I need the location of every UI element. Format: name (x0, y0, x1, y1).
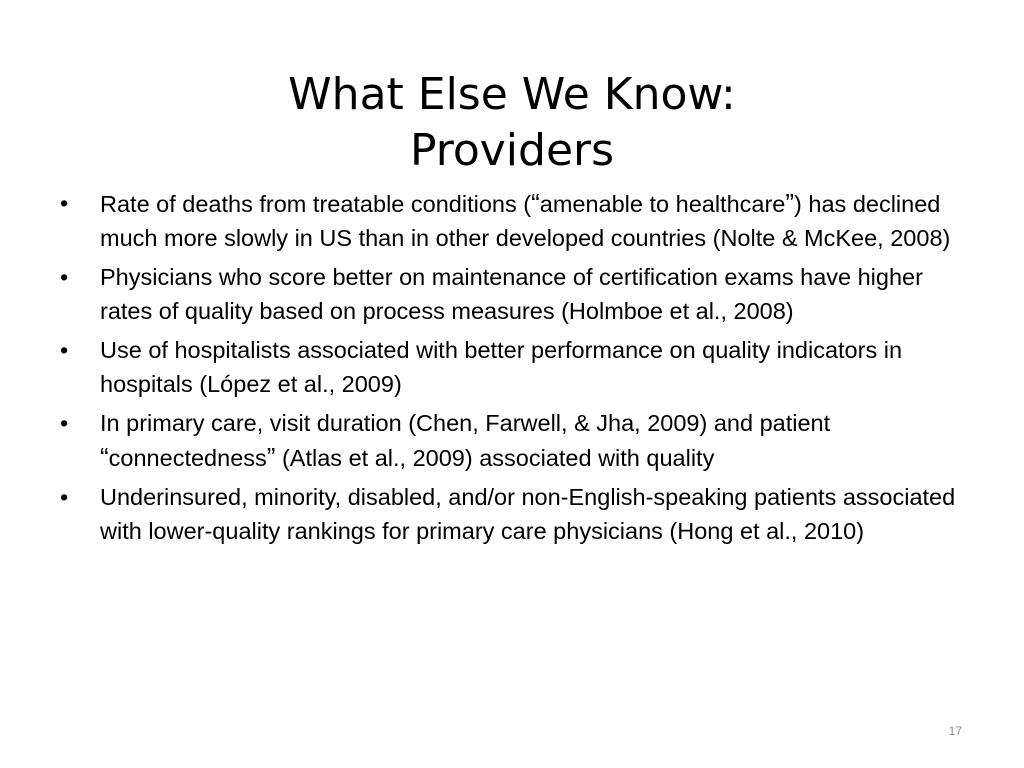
bullet-text: Underinsured, minority, disabled, and/or non-English-speaking patients associated with lower-quality rankings for primary care physicians (Hong et al., 2010) (100, 484, 956, 544)
bullet-item (58, 333, 958, 401)
close-quote: ” (266, 442, 276, 472)
slide-title (0, 67, 1024, 179)
bullet-marker-icon: • (60, 264, 69, 290)
bullet-marker-icon: • (60, 337, 69, 363)
close-quote: ” (785, 188, 795, 218)
bullet-item (58, 186, 958, 255)
bullet-list (58, 186, 958, 553)
bullet-text-end: ) has declined much more slowly in US than in other developed countries (Nolte & McKee, 2008) (100, 191, 951, 251)
slide-title-line-1: What Else We Know: (288, 69, 736, 121)
quoted-text: connectedness (108, 445, 267, 471)
bullet-text-start: Rate of deaths from treatable conditions ( (100, 191, 532, 217)
bullet-marker-icon: • (60, 410, 69, 436)
bullet-text-end: (Atlas et al., 2009) associated with quality (275, 445, 715, 471)
quoted-text: amenable to healthcare (539, 191, 786, 217)
bullet-text: Physicians who score better on maintenance of certification exams have higher rates of quality based on process measures (Holmboe et al., 2008) (100, 264, 923, 324)
slide-title-line-2: Providers (409, 125, 615, 177)
bullet-item (58, 406, 958, 475)
bullet-item (58, 480, 958, 548)
bullet-text: Use of hospitalists associated with better performance on quality indicators in hospitals (López et al., 2009) (100, 337, 903, 397)
bullet-marker-icon: • (60, 190, 69, 216)
bullet-item (58, 260, 958, 328)
bullet-text-start: In primary care, visit duration (Chen, Farwell, & Jha, 2009) and patient (100, 410, 831, 436)
open-quote: “ (100, 442, 109, 472)
open-quote: “ (531, 188, 540, 218)
bullet-marker-icon: • (60, 484, 69, 510)
page-number: 17 (948, 724, 962, 738)
